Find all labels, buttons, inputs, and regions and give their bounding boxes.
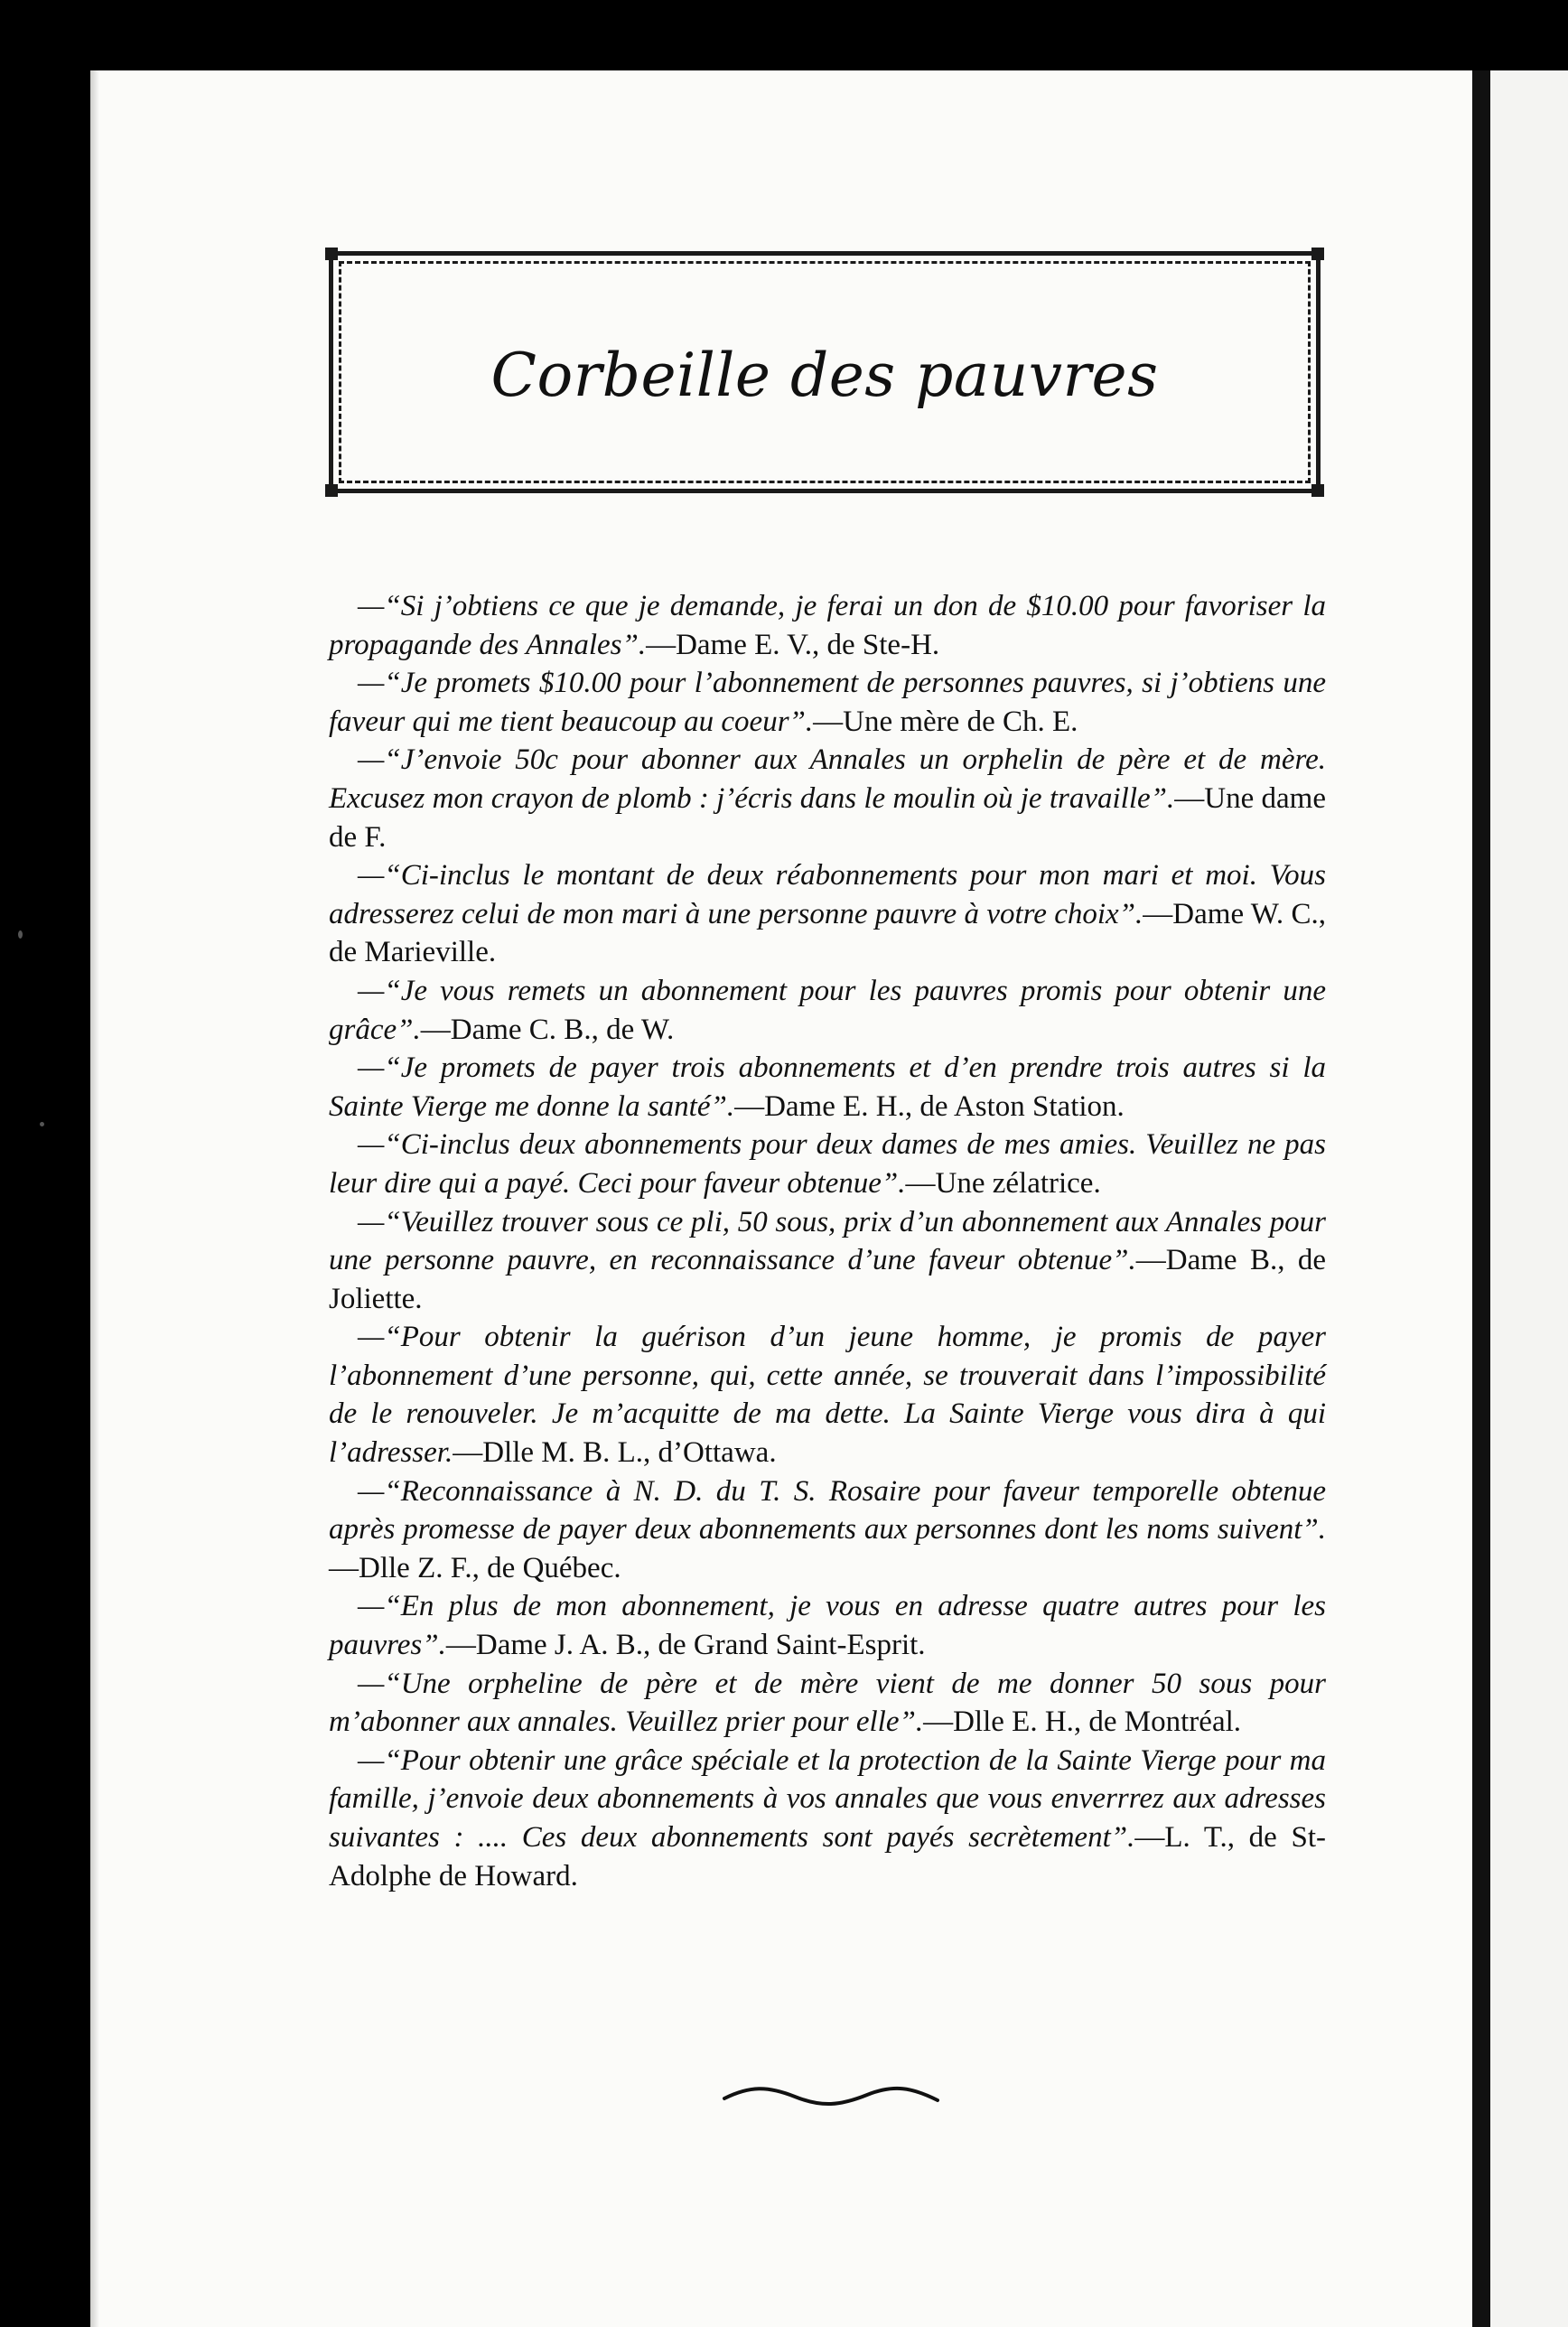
- entry-attribution: —Une dame de F.: [329, 781, 1326, 854]
- entry-quote: —“Une orpheline de père et de mère vient de me donner 50 sous pour m’abonner aux annales. Veuillez prier pour elle”.: [329, 1667, 1326, 1739]
- entry-attribution: —Dame J. A. B., de Grand Saint-Esprit.: [445, 1629, 926, 1662]
- entry-paragraph: [329, 1049, 1326, 1126]
- entry-paragraph: [329, 1318, 1326, 1472]
- entries-list: [329, 587, 1326, 1895]
- entry-attribution: —Une mère de Ch. E.: [813, 705, 1078, 738]
- entry-paragraph: [329, 1472, 1326, 1588]
- entry-quote: —“Veuillez trouver sous ce pli, 50 sous, prix d’un abonnement aux Annales pour une personne pauvre, en reconnaissance d’une faveur obtenue”.: [329, 1205, 1326, 1277]
- entry-attribution: —Dame B., de Joliette.: [329, 1244, 1327, 1315]
- entry-attribution: —Dame E. H., de Aston Station.: [734, 1089, 1125, 1123]
- entry-paragraph: [329, 1665, 1326, 1742]
- entry-attribution: —L. T., de St-Adolphe de Howard.: [329, 1821, 1326, 1892]
- entry-quote: —“Pour obtenir une grâce spéciale et la protection de la Sainte Vierge pour ma famille, j’envoie deux abonnements à vos annales que vous enverrrez aux adresses suivantes : .... Ces deux abonnements sont payés secrètement”.: [329, 1743, 1326, 1854]
- entry-quote: —“Je vous remets un abonnement pour les pauvres promis pour obtenir une grâce”.: [329, 974, 1326, 1046]
- entry-quote: —“J’envoie 50c pour abonner aux Annales un orphelin de père et de mère. Excusez mon crayon de plomb : j’écris dans le moulin où je travaille”.: [329, 743, 1326, 815]
- entry-quote: —“Je promets de payer trois abonnements et d’en prendre trois autres si la Sainte Vierge me donne la santé”.: [329, 1051, 1326, 1123]
- entry-paragraph: [329, 587, 1326, 664]
- entry-quote: —“Je promets $10.00 pour l’abonnement de personnes pauvres, si j’obtiens une faveur qui me tient beaucoup au coeur”.: [329, 667, 1326, 738]
- frame-corner: [1311, 248, 1324, 260]
- entry-quote: —“En plus de mon abonnement, je vous en adresse quatre autres pour les pauvres”.: [329, 1590, 1326, 1662]
- entry-paragraph: [329, 972, 1326, 1049]
- frame-corner: [1311, 484, 1324, 497]
- entry-paragraph: [329, 856, 1326, 972]
- page-title: Corbeille des pauvres: [490, 341, 1159, 410]
- entry-quote: —“Reconnaissance à N. D. du T. S. Rosaire pour faveur temporelle obtenue après promesse de payer deux abonnements aux personnes dont les noms suivent”.: [329, 1474, 1326, 1547]
- entry-quote: —“Pour obtenir la guérison d’un jeune homme, je promis de payer l’abonnement d’une personne, qui, cette année, se trouverait dans l’impossibilité de le renouveler. Je m’acquitte de ma dette. La Sainte Vierge vous dira à qui l’adresser.: [329, 1321, 1326, 1470]
- margin-speck: [18, 930, 23, 939]
- title-frame: [329, 251, 1321, 493]
- entry-paragraph: [329, 1587, 1326, 1664]
- entry-paragraph: [329, 1126, 1326, 1202]
- entry-paragraph: [329, 1203, 1326, 1319]
- entry-quote: —“Ci-inclus deux abonnements pour deux dames de mes amies. Veuillez ne pas leur dire qui a payé. Ceci pour faveur obtenue”.: [329, 1128, 1326, 1200]
- page-gutter-shadow: [90, 70, 99, 2327]
- page-binding-edge: [1472, 70, 1490, 2327]
- entry-quote: —“Ci-inclus le montant de deux réabonnements pour mon mari et moi. Vous adresserez celui de mon mari à une personne pauvre à votre choix”.: [329, 859, 1326, 930]
- entry-attribution: —Dlle E. H., de Montréal.: [923, 1706, 1242, 1739]
- entry-paragraph: [329, 1742, 1326, 1895]
- wave-ornament-icon: [723, 2082, 939, 2109]
- entry-attribution: —Une zélatrice.: [905, 1166, 1101, 1200]
- entry-attribution: —Dlle M. B. L., d’Ottawa.: [453, 1436, 777, 1470]
- frame-corner: [325, 484, 338, 497]
- adjacent-page-edge: [1490, 70, 1568, 2327]
- entry-attribution: —Dame W. C., de Marieville.: [329, 897, 1327, 969]
- margin-speck: [40, 1122, 44, 1126]
- frame-corner: [325, 248, 338, 260]
- entry-attribution: —Dame C. B., de W.: [420, 1013, 675, 1046]
- entry-attribution: —Dame E. V., de Ste-H.: [646, 628, 940, 661]
- entry-paragraph: [329, 664, 1326, 741]
- entry-quote: —“Si j’obtiens ce que je demande, je ferai un don de $10.00 pour favoriser la propagande des Annales”.: [329, 590, 1326, 661]
- entry-attribution: —Dlle Z. F., de Québec.: [329, 1551, 621, 1584]
- entry-paragraph: [329, 741, 1326, 856]
